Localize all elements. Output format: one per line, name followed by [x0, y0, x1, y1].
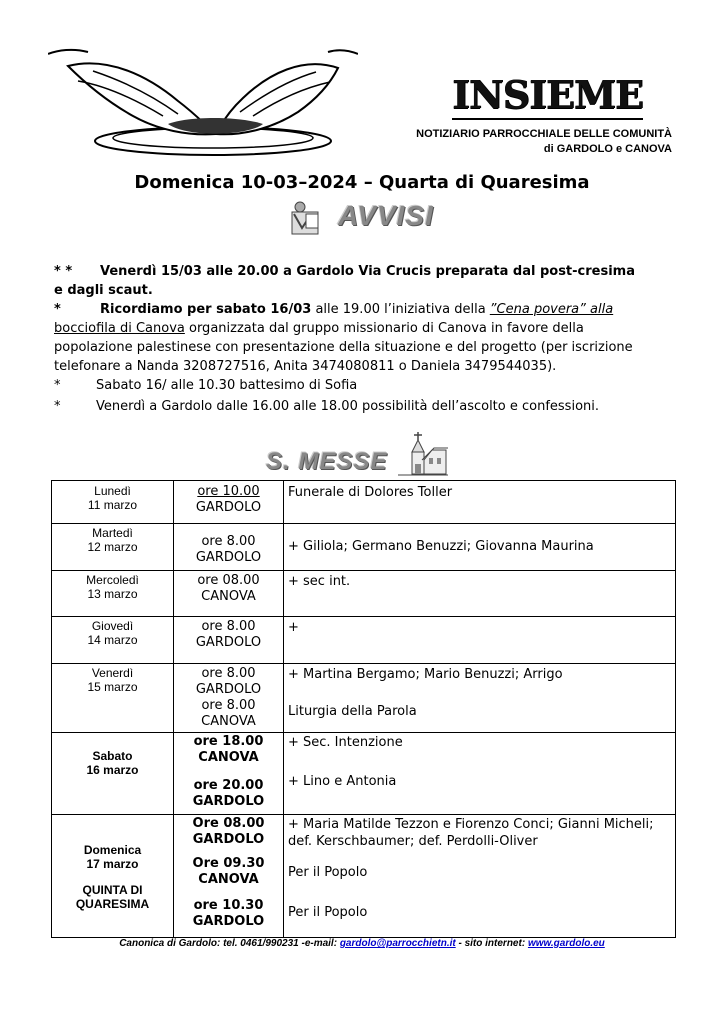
time-cell [174, 733, 284, 815]
intention-cell [284, 481, 676, 524]
day-cell [52, 571, 174, 617]
notice-2-bullet: * [54, 302, 61, 317]
day-date: 14 marzo [87, 633, 138, 647]
cena-povera-link: ”Cena povera” alla [489, 302, 614, 317]
intention-cell [284, 733, 676, 815]
footer-separator: - sito internet: [455, 938, 528, 949]
day-date: 15 marzo [87, 680, 138, 694]
mass-place: GARDOLO [195, 550, 262, 565]
time-cell [174, 664, 284, 733]
time-cell [174, 524, 284, 571]
table-row [52, 481, 676, 524]
mass-intention: Liturgia della Parola [288, 704, 417, 719]
day-cell [52, 481, 174, 524]
mass-time: Ore 09.30 [192, 856, 265, 871]
bocciofila-link: bocciofila di Canova [54, 321, 185, 336]
website-link[interactable]: www.gardolo.eu [527, 938, 605, 949]
mass-intention: + Lino e Antonia [288, 774, 397, 789]
mass-intention: + Giliola; Germano Benuzzi; Giovanna Maurina [288, 539, 594, 554]
page-heading: Domenica 10-03–2024 – Quarta di Quaresima [134, 172, 590, 193]
table-row [52, 617, 676, 664]
notice-2-text: alle 19.00 l’iniziativa della [311, 302, 490, 317]
mass-time: ore 10.00 [197, 484, 260, 499]
messe-label: S. MESSE [266, 448, 388, 475]
day-name: Giovedì [91, 619, 134, 633]
day-cell [52, 664, 174, 733]
liturgical-note: QUINTA DI [82, 883, 143, 897]
liturgical-note: QUARESIMA [75, 897, 150, 911]
email-link[interactable]: gardolo@parrocchietn.it [339, 938, 456, 949]
notice-1-text: Venerdì 15/03 alle 20.00 a Gardolo Via Crucis preparata dal post-cresima [100, 264, 635, 279]
day-cell [52, 524, 174, 571]
mass-place: CANOVA [198, 872, 259, 887]
table-row [52, 733, 676, 815]
notice-2-line1 [100, 300, 613, 319]
table-row [52, 524, 676, 571]
mass-place: GARDOLO [195, 500, 262, 515]
mass-place: CANOVA [198, 750, 259, 765]
newsletter-subtitle: NOTIZIARIO PARROCCHIALE DELLE COMUNITÀ [416, 128, 672, 140]
mass-schedule-table [51, 480, 676, 938]
intention-cell [284, 571, 676, 617]
intention-cell [284, 815, 676, 938]
mass-time: ore 8.00 [201, 698, 256, 713]
mass-intention: + Sec. Intenzione [288, 735, 403, 750]
footer-contact: Canonica di Gardolo: tel. 0461/990231 -e-mail: [119, 938, 340, 949]
intention-cell [284, 617, 676, 664]
intention-cell [284, 664, 676, 733]
day-date: 11 marzo [87, 498, 138, 512]
mass-time: ore 8.00 [201, 534, 256, 549]
mass-place: GARDOLO [192, 794, 265, 809]
day-cell [52, 815, 174, 938]
mass-intention: Per il Popolo [288, 905, 368, 920]
day-cell [52, 617, 174, 664]
time-cell [174, 481, 284, 524]
day-date: 13 marzo [87, 587, 138, 601]
mass-place: CANOVA [201, 589, 256, 604]
table-row [52, 815, 676, 938]
notice-2-line2 [54, 319, 584, 338]
notice-1-bullet: * * [54, 264, 73, 279]
mass-intention: Funerale di Dolores Toller [288, 485, 453, 500]
time-cell [174, 617, 284, 664]
day-date: 16 marzo [86, 763, 139, 777]
mass-time: ore 8.00 [201, 619, 256, 634]
mass-intention: + [288, 620, 299, 635]
reading-person-icon [288, 198, 328, 238]
mass-place: GARDOLO [192, 914, 265, 929]
mass-intention: + Maria Matilde Tezzon e Fiorenzo Conci; Gianni Micheli; [288, 817, 654, 832]
mass-time: Ore 08.00 [192, 816, 265, 831]
notice-2-line3: popolazione palestinese con presentazione della situazione e del progetto (per iscrizione [54, 340, 633, 355]
mass-time: ore 10.30 [193, 898, 264, 913]
hands-holding-bread-icon [48, 46, 358, 164]
notice-2-text-b: organizzata dal gruppo missionario di Canova in favore della [184, 321, 584, 336]
newsletter-title: INSIEME [452, 72, 643, 117]
notice-4-text: Venerdì a Gardolo dalle 16.00 alle 18.00 possibilità dell’ascolto e confessioni. [96, 399, 600, 414]
mass-time: ore 18.00 [193, 734, 264, 749]
mass-intention: def. Kerschbaumer; def. Perdolli-Oliver [288, 834, 538, 849]
notice-3-bullet: * [54, 378, 61, 393]
table-row [52, 664, 676, 733]
day-name: Mercoledì [86, 573, 139, 587]
church-icon [398, 430, 448, 478]
newsletter-communities: di GARDOLO e CANOVA [543, 143, 672, 155]
notice-2-line4: telefonare a Nanda 3208727516, Anita 3474080811 o Daniela 3479544035). [54, 359, 557, 374]
footer [0, 938, 724, 949]
table-row [52, 571, 676, 617]
mass-place: GARDOLO [192, 832, 265, 847]
notice-1-text-cont: e dagli scaut. [54, 283, 153, 298]
mass-intention: + Martina Bergamo; Mario Benuzzi; Arrigo [288, 667, 563, 682]
day-name: Lunedì [94, 484, 131, 498]
mass-intention: Per il Popolo [288, 865, 368, 880]
notice-2-bold: Ricordiamo per sabato 16/03 [100, 302, 312, 317]
mass-place: CANOVA [201, 714, 256, 729]
notice-4-bullet: * [54, 399, 61, 414]
notice-3-text: Sabato 16/ alle 10.30 battesimo di Sofia [96, 378, 358, 393]
day-cell [52, 733, 174, 815]
mass-time: ore 20.00 [193, 778, 264, 793]
time-cell [174, 571, 284, 617]
mass-time: ore 08.00 [197, 573, 260, 588]
mass-place: GARDOLO [195, 635, 262, 650]
day-name: Martedì [92, 526, 133, 540]
time-cell [174, 815, 284, 938]
avvisi-label: AVVISI [338, 200, 434, 231]
mass-time: ore 8.00 [201, 666, 256, 681]
day-name: Venerdì [91, 666, 134, 680]
intention-cell [284, 524, 676, 571]
day-name: Sabato [92, 749, 133, 763]
day-date: 17 marzo [86, 857, 139, 871]
mass-place: GARDOLO [195, 682, 262, 697]
day-date: 12 marzo [87, 540, 138, 554]
mass-intention: + sec int. [288, 574, 351, 589]
day-name: Domenica [83, 843, 142, 857]
